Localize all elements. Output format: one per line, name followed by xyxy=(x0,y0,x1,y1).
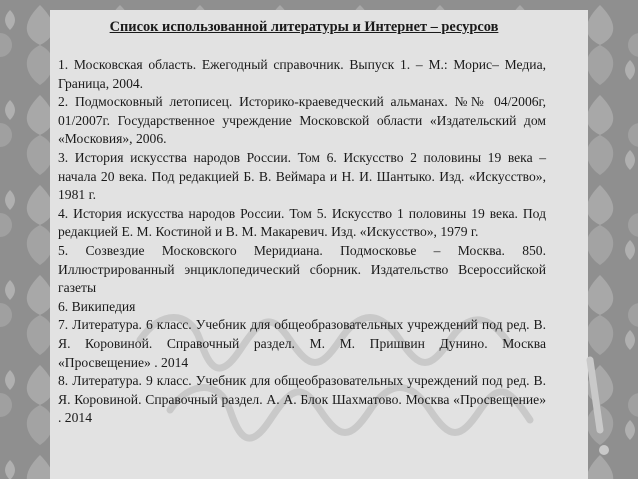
reference-list xyxy=(58,56,546,428)
list-item: 3. История искусства народов России. Том 6. Искусство 2 половины 19 века – начала 20 века. Под редакцией Б. В. Веймара и Н. И. Шантыко. Изд. «Искусство», 1981 г. xyxy=(58,149,546,203)
references-block xyxy=(58,18,546,428)
list-item: 7. Литература. 6 класс. Учебник для общеобразовательных учреждений под ред. В. Я. Коровиной. Справочный раздел. М. М. Пришвин Дунино. Москва «Просвещение» . 2014 xyxy=(58,317,546,370)
list-item: 5. Созвездие Московского Меридиана. Подмосковье – Москва. 850. Иллюстрированный энциклопедический сборник. Издательство Всероссийской газеты xyxy=(58,242,546,296)
list-item: 1. Московская область. Ежегодный справочник. Выпуск 1. – М.: Морис– Медиа, Граница, 2004. xyxy=(58,57,546,91)
list-item: 4. История искусства народов России. Том 5. Искусство 1 половины 19 века. Под редакцией Е. М. Костиной и В. М. Макаревич. Изд. «Искусство», 1979 г. xyxy=(58,205,546,240)
page-title: Список использованной литературы и Интернет – ресурсов xyxy=(109,19,499,35)
list-item: 8. Литература. 9 класс. Учебник для общеобразовательных учреждений под ред. В. Я. Коровиной. Справочный раздел. А. А. Блок Шахматово. Москва «Просвещение» . 2014 xyxy=(58,373,546,426)
list-item: 2. Подмосковный летописец. Историко-краеведческий альманах. №№ 04/2006г, 01/2007г. Государственное учреждение Московской области «Издательский дом «Московия», 2006. xyxy=(58,94,546,147)
list-item: 6. Википедия xyxy=(58,298,136,314)
